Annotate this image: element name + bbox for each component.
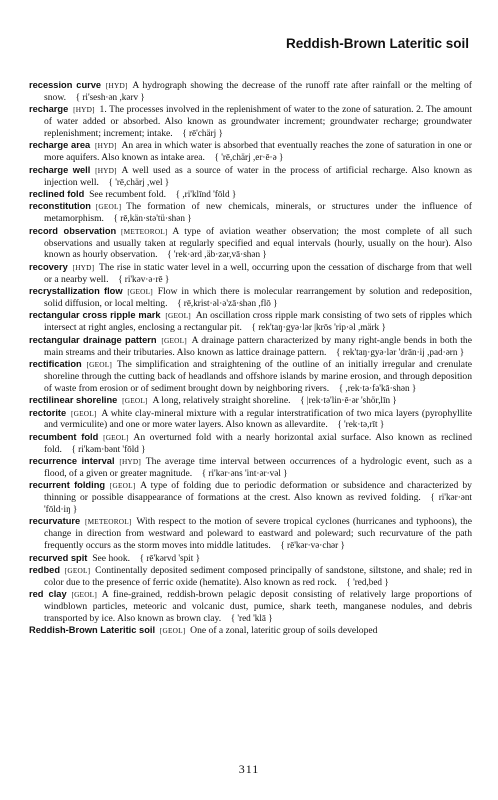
dictionary-entry bbox=[29, 189, 472, 201]
dictionary-entry bbox=[29, 140, 472, 164]
running-head: Reddish-Brown Lateritic soil bbox=[285, 36, 469, 51]
entry-headword: Reddish-Brown Lateritic soil bbox=[29, 625, 156, 636]
page-number: 311 bbox=[238, 762, 260, 776]
dictionary-entry bbox=[29, 480, 472, 516]
entry-field-label: [GEOL] bbox=[122, 396, 148, 406]
entry-definition: With respect to the motion of severe tropical cyclones (hurricanes and typhoons), the change in direction from westward and poleward to eastward and poleward; such recurvature of the path frequently occurs as the storm moves into middle latitudes. bbox=[44, 516, 472, 552]
entry-field-label: [HYD] bbox=[73, 105, 95, 115]
entry-headword: recurrence interval bbox=[29, 456, 115, 467]
dictionary-entry bbox=[29, 165, 472, 189]
entry-definition: A fine-grained, reddish-brown pelagic deposit consisting of relatively large proportions of windblown particles, meteoric and volcanic dust, pumice, shark teeth, manganese nodules, and debris transported by ice. Also known as brown clay. bbox=[44, 589, 472, 624]
entry-pronunciation: { ri'kəv·ə·rē } bbox=[118, 273, 170, 284]
dictionary-entry bbox=[29, 335, 472, 359]
entry-field-label: [HYD] bbox=[105, 81, 128, 90]
entry-field-label: [HYD] bbox=[94, 141, 117, 151]
entry-definition: Flow in which there is molecular rearrangement by solution and redeposition, solid diffusion, or local melting. bbox=[44, 286, 472, 309]
entry-headword: recurved spit bbox=[29, 552, 88, 563]
entry-headword: rectification bbox=[29, 358, 82, 369]
entry-field-label: [GEOL] bbox=[64, 566, 91, 576]
entry-list bbox=[29, 80, 472, 638]
dictionary-entry bbox=[29, 565, 472, 589]
entry-definition: 1. The processes involved in the replenishment of water to the zone of saturation. 2. The amount of water added or absorbed. Also known as groundwater increment; groundwater recharge; groundwater replenishment; increment; intake. bbox=[44, 104, 472, 139]
entry-pronunciation: { ,rek·tə·fə'kā·shən } bbox=[338, 382, 417, 393]
entry-pronunciation: { ri'kəm·bənt 'fōld } bbox=[71, 443, 146, 454]
entry-pronunciation: { ri'kər·ənt 'fōld·iŋ } bbox=[44, 492, 472, 515]
entry-field-label: [GEOL] bbox=[103, 432, 129, 442]
entry-definition: A drainage pattern characterized by many right-angle bends in both the main streams and their tributaries. Also known as lattice drainage pattern. bbox=[44, 334, 472, 358]
entry-headword: reclined fold bbox=[29, 188, 85, 199]
entry-pronunciation: { rē'kərvd 'spit } bbox=[139, 552, 200, 563]
dictionary-entry bbox=[29, 553, 472, 565]
entry-pronunciation: { 'rek·tə,rīt } bbox=[337, 419, 385, 430]
entry-pronunciation: { 'rek·ərd ,äb·zər,vā·shən } bbox=[167, 249, 267, 260]
entry-headword: rectorite bbox=[29, 407, 67, 418]
dictionary-entry bbox=[29, 262, 472, 286]
dictionary-entry bbox=[29, 432, 472, 456]
entry-field-label: [GEOL] bbox=[127, 287, 153, 297]
entry-headword: rectangular cross ripple mark bbox=[29, 310, 161, 321]
entry-field-label: [HYD] bbox=[119, 457, 141, 467]
entry-headword: recharge area bbox=[29, 140, 91, 151]
entry-definition: A well used as a source of water in the process of artificial recharge. Also known as injection well. bbox=[44, 164, 472, 188]
entry-headword: recovery bbox=[29, 261, 68, 272]
dictionary-entry bbox=[29, 226, 472, 262]
dictionary-entry bbox=[29, 395, 472, 407]
entry-field-label: [GEOL] bbox=[71, 408, 97, 418]
entry-pronunciation: { rek'taŋ·gyə·lər |krōs 'rip·əl ,märk } bbox=[251, 322, 386, 333]
entry-field-label: [METEOROL] bbox=[121, 226, 168, 236]
entry-pronunciation: { 'rē,chärj ,er·ē·ə } bbox=[214, 152, 284, 163]
entry-headword: recharge well bbox=[29, 164, 91, 175]
entry-pronunciation: { rē'kər·və·chər } bbox=[280, 540, 345, 551]
entry-field-label: [HYD] bbox=[72, 262, 95, 272]
entry-definition: A hydrograph showing the decrease of the runoff rate after rainfall or the melting of snow. bbox=[44, 80, 472, 103]
entry-definition: The average time interval between occurrences of a hydrologic event, such as a flood, of a given or greater magnitude. bbox=[44, 456, 472, 479]
entry-definition: One of a zonal, lateritic group of soils developed bbox=[190, 625, 378, 637]
entry-field-label: [GEOL] bbox=[71, 590, 97, 600]
dictionary-entry bbox=[29, 104, 472, 140]
entry-headword: recurvature bbox=[29, 516, 81, 527]
entry-definition: A type of aviation weather observation; the most complete of all such observations and usually taken at regularly specified and equal intervals (hourly, usually on the hour). Also known as hourly observation. bbox=[44, 225, 473, 261]
dictionary-entry bbox=[29, 201, 472, 225]
entry-pronunciation: { rē'chärj } bbox=[182, 127, 223, 138]
dictionary-entry bbox=[29, 310, 472, 334]
entry-field-label: [GEOL] bbox=[86, 359, 113, 369]
entry-definition: Continentally deposited sediment composed principally of sandstone, siltstone, and shale; red in color due to the presence of ferric oxide (hematite). Also known as red rock. bbox=[44, 565, 472, 588]
entry-field-label: [GEOL] bbox=[165, 311, 191, 321]
entry-field-label: [METEOROL] bbox=[84, 517, 132, 527]
entry-definition: The rise in static water level in a well, occurring upon the cessation of discharge from that well or a nearby well. bbox=[44, 261, 472, 285]
entry-definition: See hook. bbox=[92, 552, 131, 564]
entry-pronunciation: { ri'sesh·ən ,kərv } bbox=[75, 91, 145, 102]
entry-definition: See recumbent fold. bbox=[89, 188, 167, 200]
entry-definition: A white clay-mineral mixture with a regular interstratification of two mica layers (pyrophyllite and vermiculite) and one or more water layers. Also known as allevardite. bbox=[44, 407, 472, 431]
entry-headword: rectilinear shoreline bbox=[29, 395, 118, 406]
dictionary-entry bbox=[29, 456, 472, 480]
entry-pronunciation: { ri'kər·əns 'int·ər·vəl } bbox=[201, 467, 288, 478]
entry-definition: The simplification and straightening of the outline of an initially irregular and crenulate shoreline through the cutting back of headlands and offshore islands by marine erosion, and through deposition of waste from erosion or of sediment brought down by neighboring rivers. bbox=[44, 358, 472, 394]
entry-definition: The formation of new chemicals, minerals, or structures under the influence of metamorphism. bbox=[44, 201, 472, 225]
dictionary-entry bbox=[29, 408, 472, 432]
entry-headword: recumbent fold bbox=[29, 431, 99, 442]
entry-field-label: [HYD] bbox=[95, 165, 117, 175]
dictionary-entry bbox=[29, 286, 472, 310]
dictionary-entry bbox=[29, 625, 472, 637]
dictionary-entry bbox=[29, 80, 472, 104]
entry-headword: recurrent folding bbox=[29, 480, 106, 491]
entry-headword: recrystallization flow bbox=[29, 286, 123, 297]
entry-definition: A long, relatively straight shoreline. bbox=[152, 395, 291, 407]
entry-pronunciation: { ,ri'klīnd 'fōld } bbox=[175, 188, 237, 199]
entry-pronunciation: { 'red,bed } bbox=[346, 576, 389, 587]
entry-pronunciation: { 'red 'klā } bbox=[230, 613, 273, 623]
entry-definition: A type of folding due to periodic deformation or subsidence and characterized by thinning or possible disappearance of formations at the crest. Also known as revived folding. bbox=[44, 480, 472, 504]
entry-pronunciation: { rē,kän·stə'tü·shən } bbox=[113, 213, 192, 224]
dictionary-entry bbox=[29, 516, 472, 552]
entry-definition: An oscillation cross ripple mark consisting of two sets of ripples which intersect at right angles, enclosing a rectangular pit. bbox=[44, 310, 472, 334]
entry-field-label: [GEOL] bbox=[95, 202, 122, 212]
dictionary-entry bbox=[29, 359, 472, 395]
entry-headword: redbed bbox=[29, 565, 60, 576]
dictionary-entry bbox=[29, 589, 472, 625]
entry-headword: recharge bbox=[29, 104, 69, 115]
entry-definition: An area in which water is absorbed that eventually reaches the zone of saturation in one or more aquifers. Also known as intake area. bbox=[44, 140, 472, 164]
entry-pronunciation: { rek'taŋ·gyə·lər 'drān·ij ,pad·ərn } bbox=[336, 346, 465, 357]
entry-field-label: [GEOL] bbox=[159, 626, 186, 636]
entry-headword: recession curve bbox=[29, 80, 102, 90]
entry-headword: rectangular drainage pattern bbox=[29, 334, 157, 345]
entry-headword: reconstitution bbox=[29, 201, 91, 212]
entry-field-label: [GEOL] bbox=[109, 481, 136, 491]
entry-field-label: [GEOL] bbox=[161, 335, 187, 345]
entry-pronunciation: { |rek·tə'lin·ē·ər 'shör,līn } bbox=[300, 395, 397, 406]
entry-headword: record observation bbox=[29, 225, 117, 236]
entry-headword: red clay bbox=[29, 589, 67, 600]
entry-pronunciation: { rē,krist·əl·ə'zā·shən ,flō } bbox=[177, 297, 278, 308]
entry-definition: An overturned fold with a nearly horizontal axial surface. Also known as reclined fold. bbox=[44, 431, 472, 455]
entry-pronunciation: { 'rē,chärj ,wel } bbox=[108, 176, 170, 187]
